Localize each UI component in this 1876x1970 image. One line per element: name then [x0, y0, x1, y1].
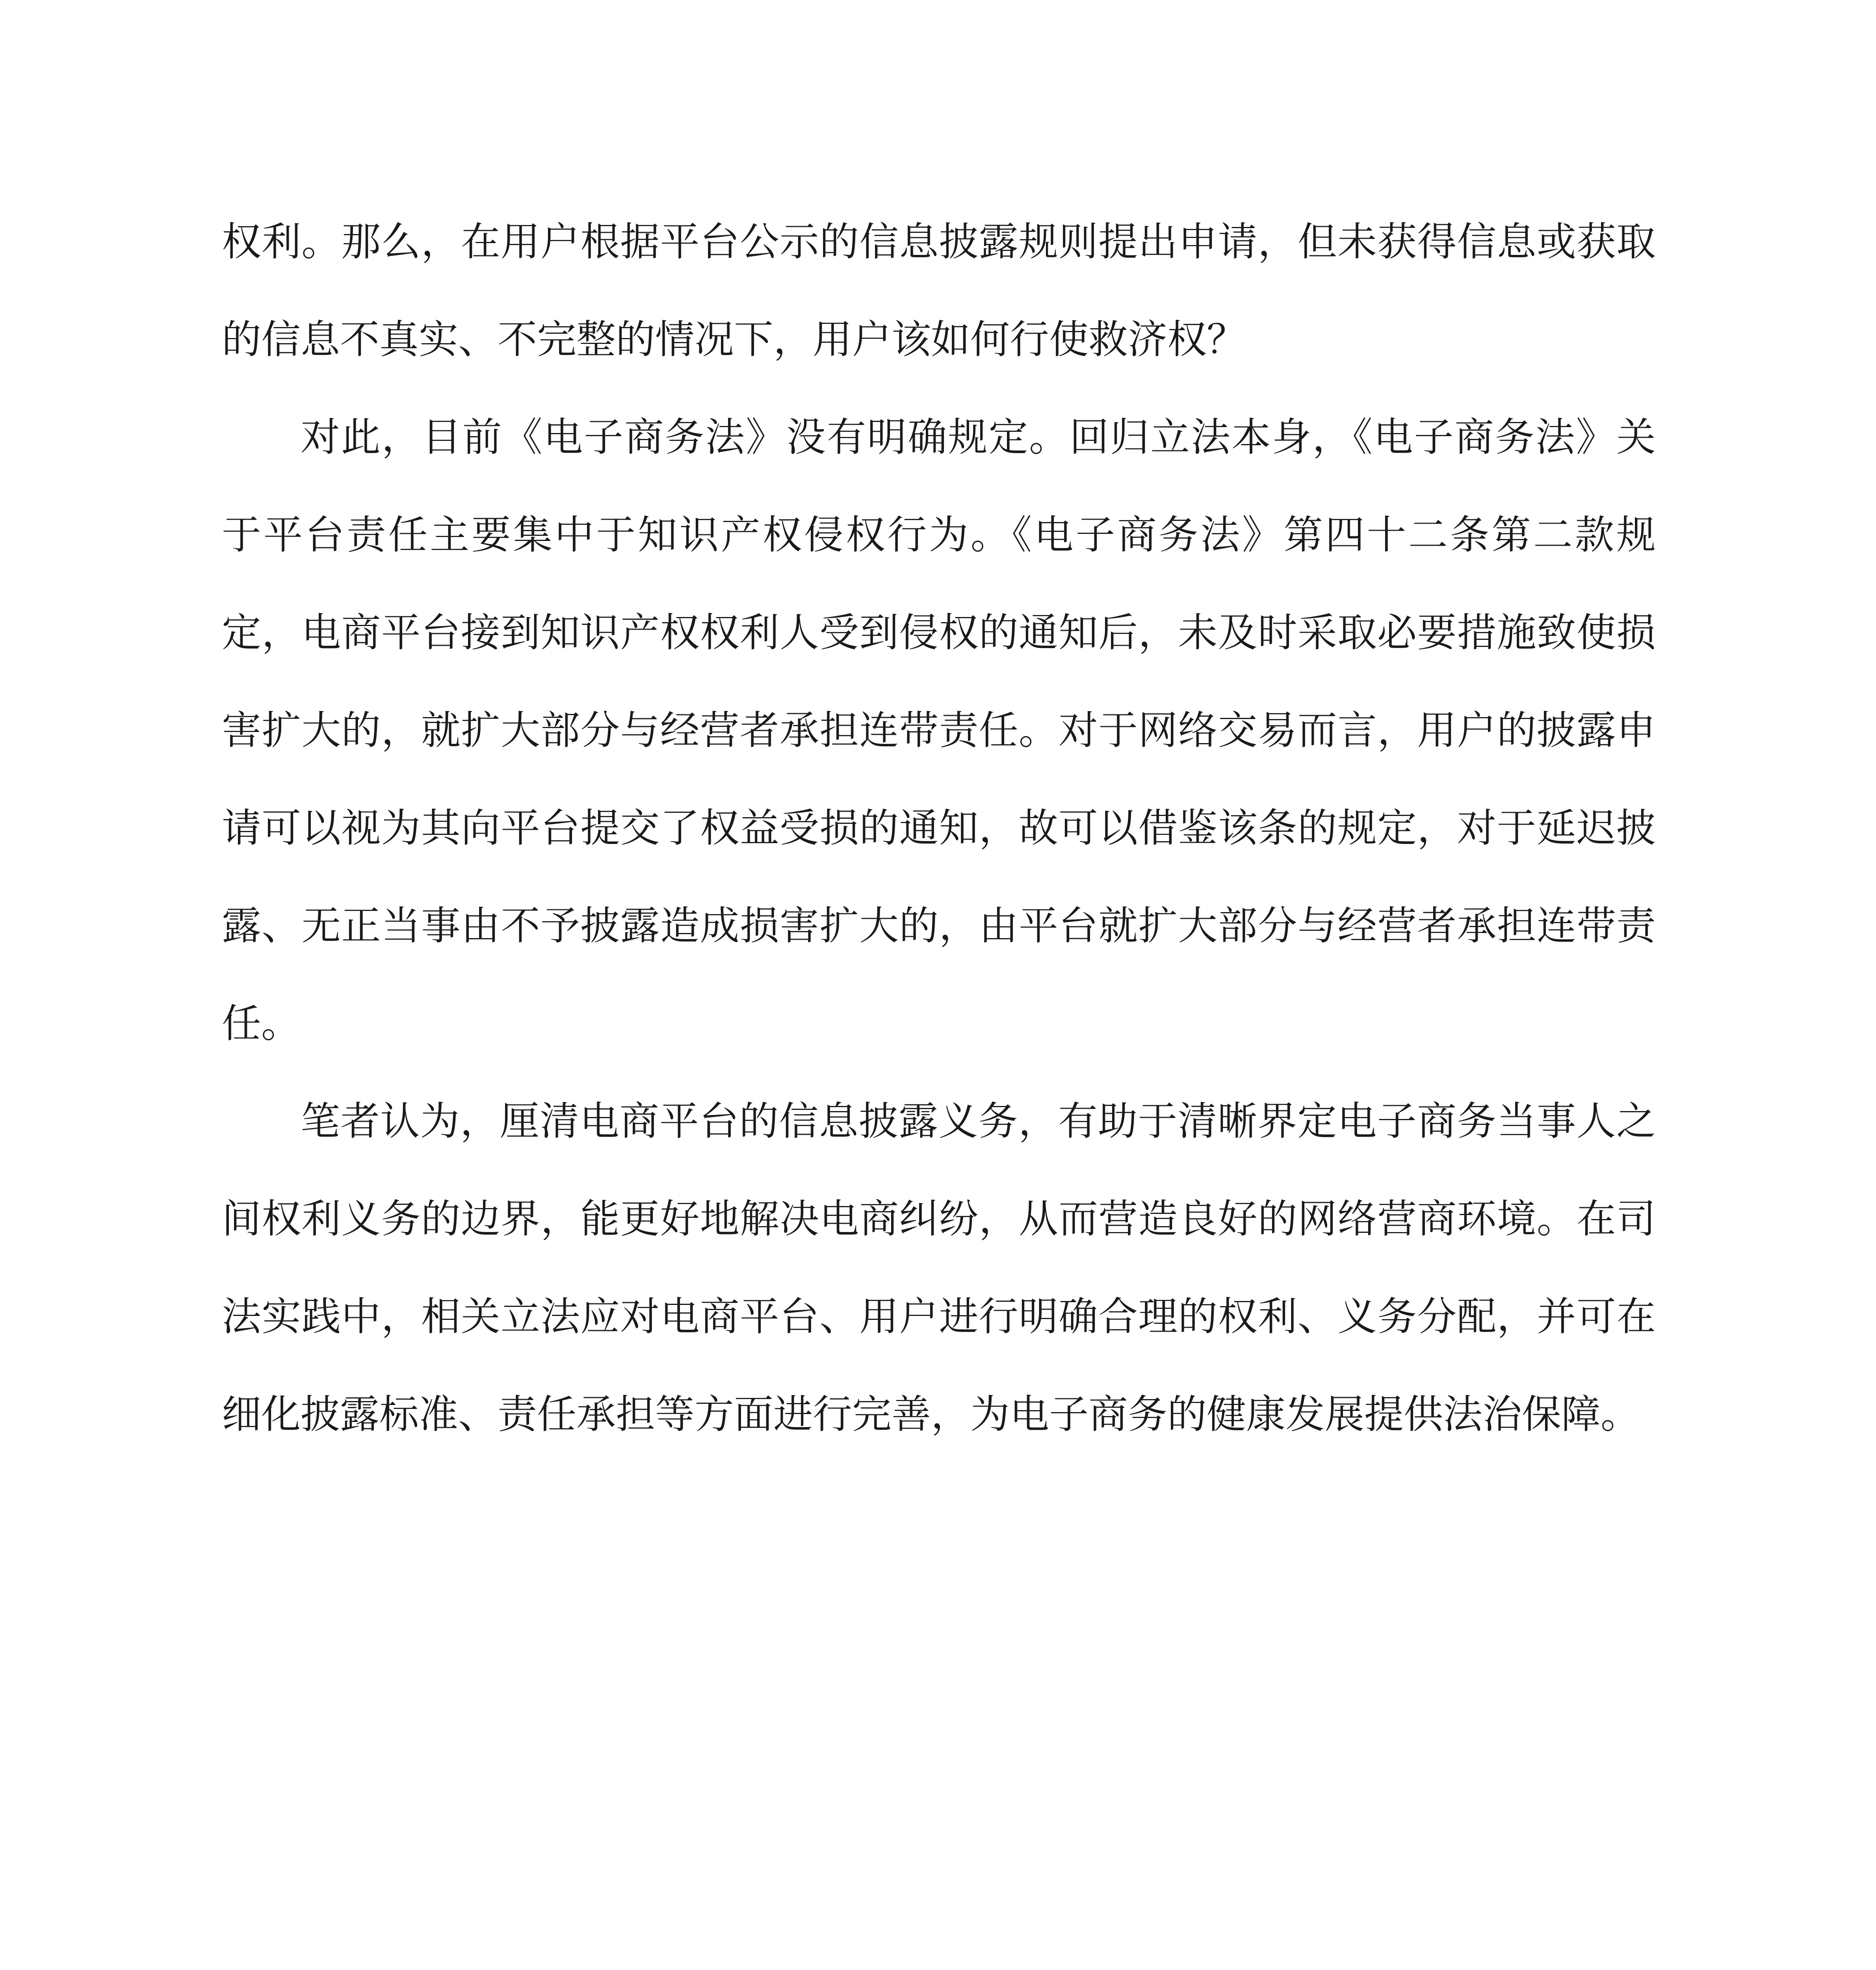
- paragraph-1: 权利。那么，在用户根据平台公示的信息披露规则提出申请，但未获得信息或获取的信息不真实、不完整的情况下，用户该如何行使救济权？: [222, 219, 1656, 362]
- paragraph-3: 笔者认为，厘清电商平台的信息披露义务，有助于清晰界定电子商务当事人之间权利义务的边界，能更好地解决电商纠纷，从而营造良好的网络营商环境。在司法实践中，相关立法应对电商平台、用户进行明确合理的权利、义务分配，并可在细化披露标准、责任承担等方面进行完善，为电子商务的健康发展提供法治保障。: [222, 1098, 1656, 1437]
- paragraph-2: 对此，目前《电子商务法》没有明确规定。回归立法本身，《电子商务法》关于平台责任主要集中于知识产权侵权行为。《电子商务法》第四十二条第二款规定，电商平台接到知识产权权利人受到侵权的通知后，未及时采取必要措施致使损害扩大的，就扩大部分与经营者承担连带责任。对于网络交易而言，用户的披露申请可以视为其向平台提交了权益受损的通知，故可以借鉴该条的规定，对于延迟披露、无正当事由不予披露造成损害扩大的，由平台就扩大部分与经营者承担连带责任。: [222, 414, 1656, 1046]
- article-body: [222, 193, 1656, 1463]
